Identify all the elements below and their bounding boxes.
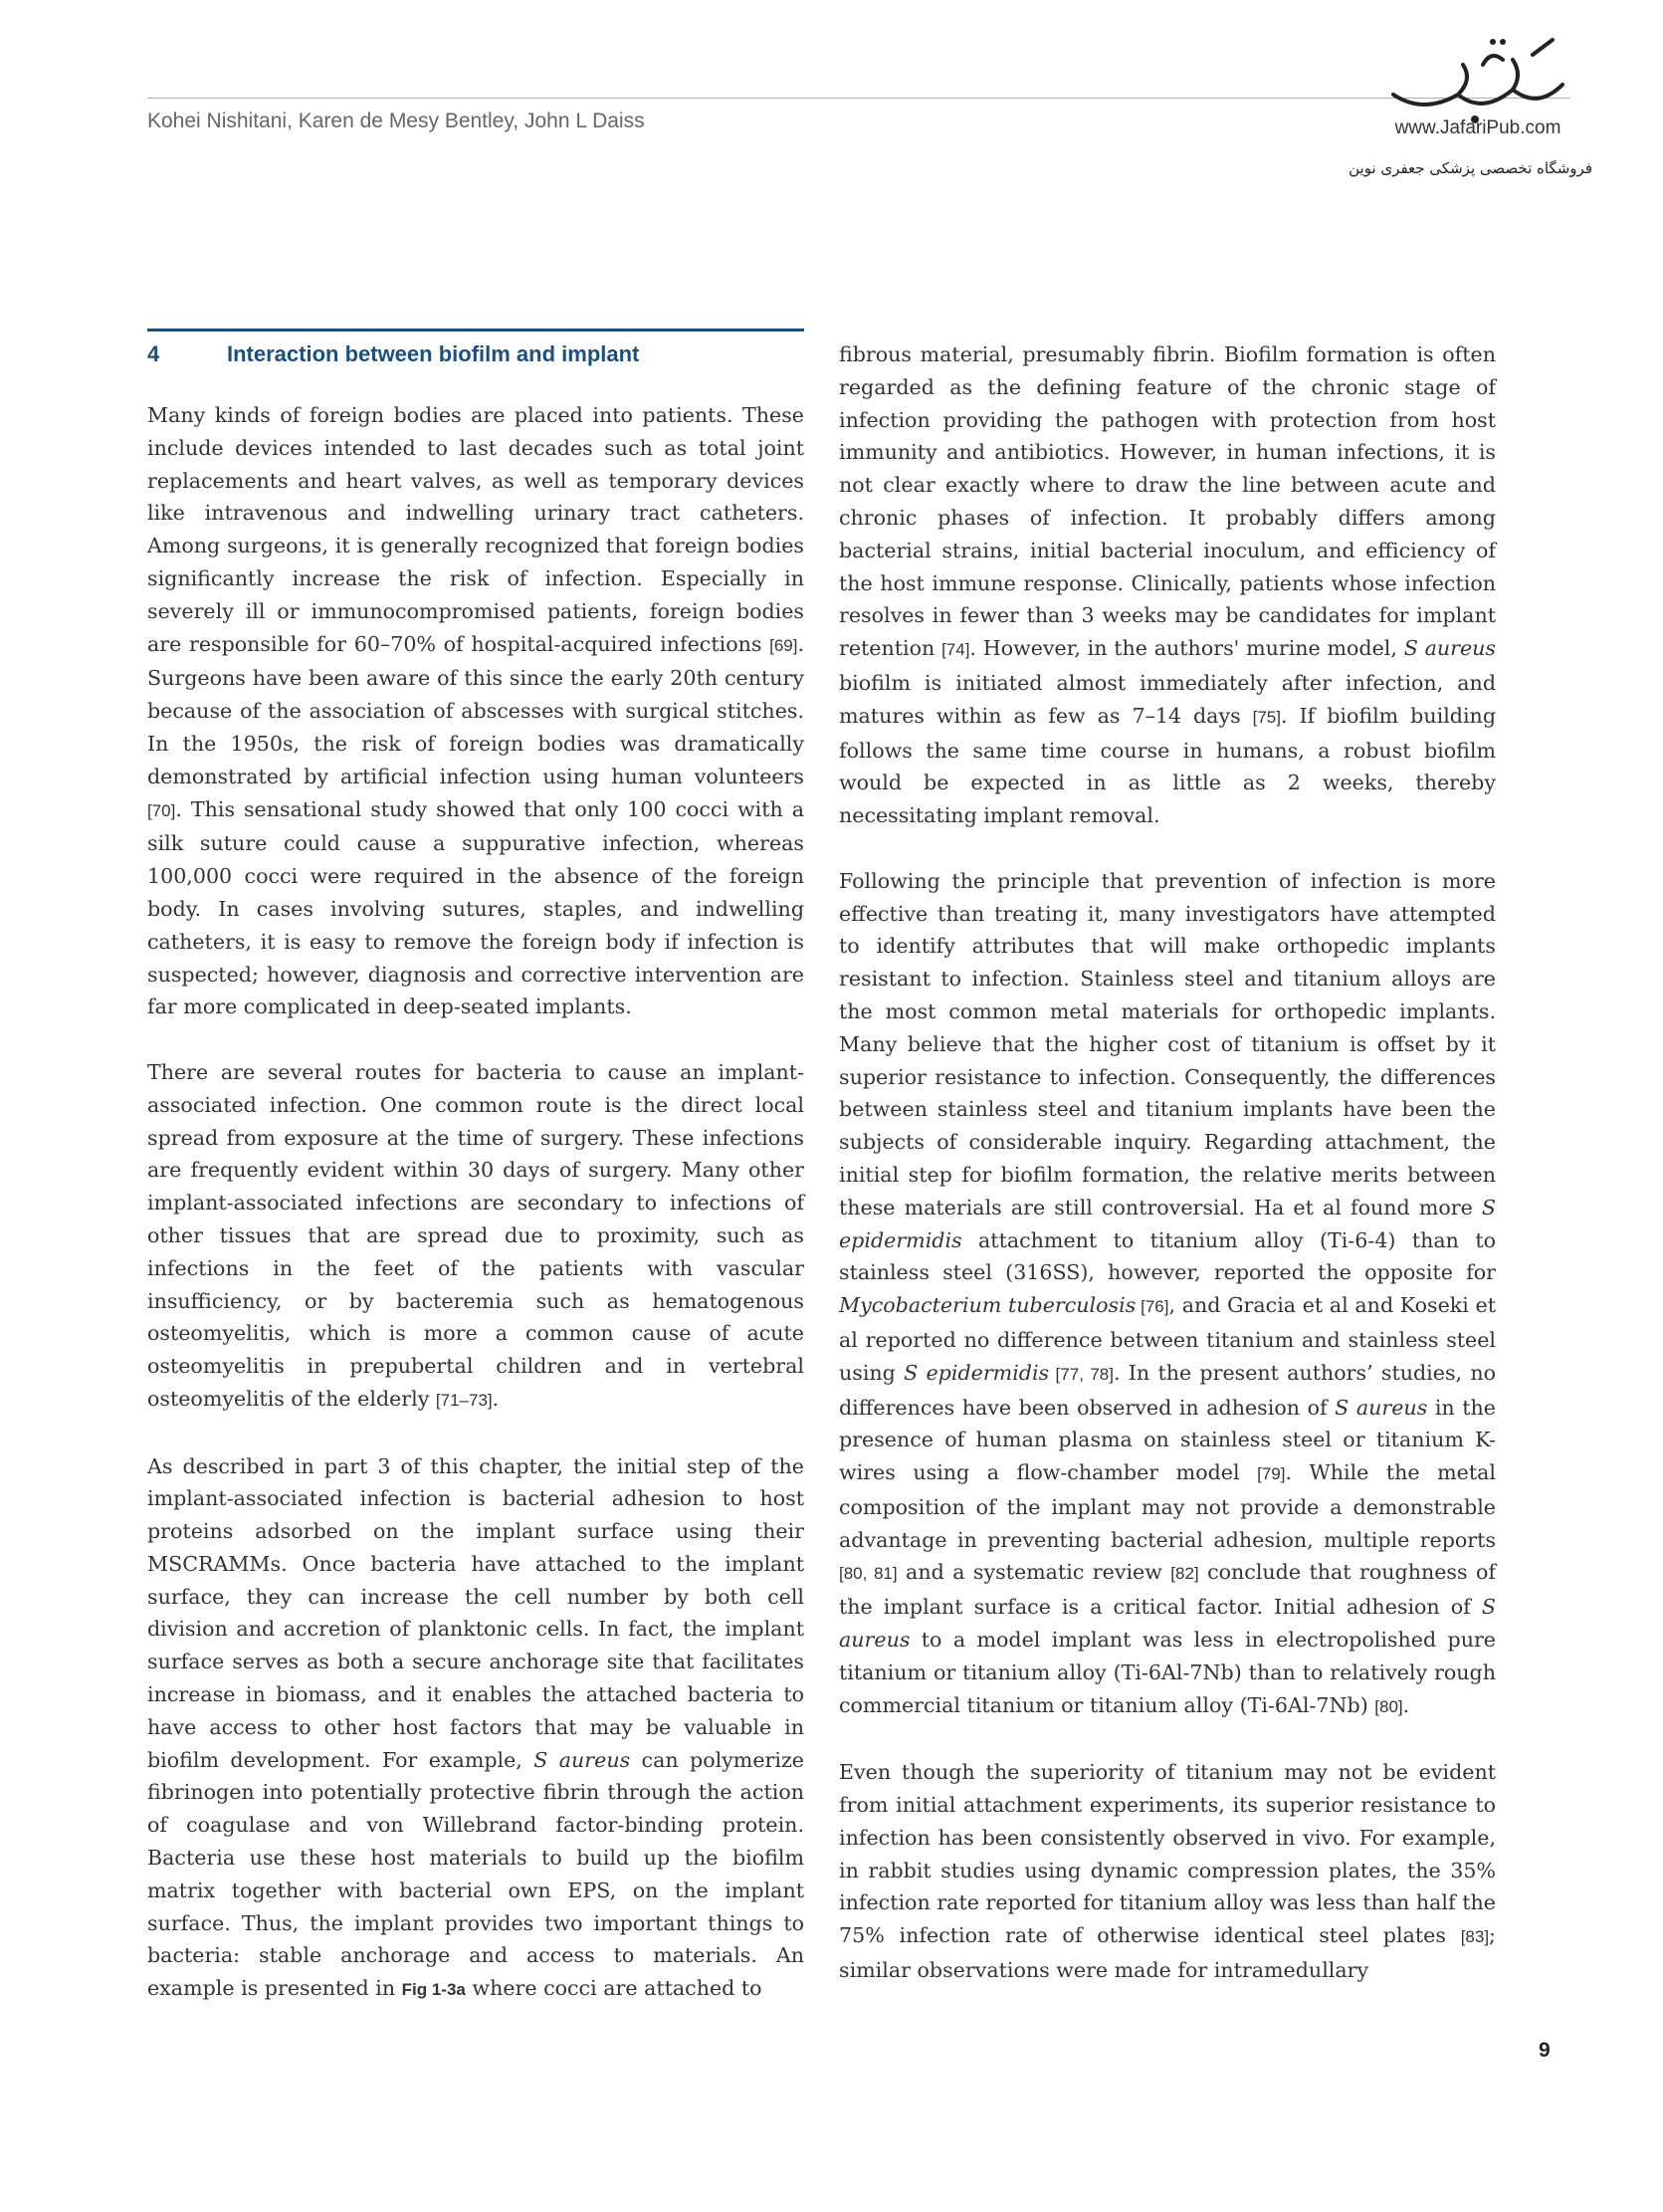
citation-link[interactable]: [69] <box>769 635 798 655</box>
paragraph: fibrous material, presumably fibrin. Biofilm formation is often regarded as the defining feature of the chronic stage of infection providing the pathogen with protection from host immunity and antibiotics. However, in human infections, it is not clear exactly where to draw the line between acute and chronic phases of infection. It probably differs among bacterial strains, initial bacterial inoculum, and efficiency of the host immune response. Clinically, patients whose infection resolves in fewer than 3 weeks may be candidates for implant retention [74]. However, in the authors' murine model, S aureus biofilm is initiated almost immediately after infection, and matures within as few as 7–14 days [75]. If biofilm building follows the same time course in humans, a robust biofilm would be expected in as little as 2 weeks, thereby necessitating implant removal. <box>839 342 1497 828</box>
left-column <box>147 329 804 2040</box>
paragraph: There are several routes for bacteria to cause an implant-associated infection. One common route is the direct local spread from exposure at the time of surgery. These infections are frequently evident within 30 days of surgery. Many other implant-associated infections are secondary to infections of other tissues that are spread due to proximity, such as infections in the feet of the patients with vascular insufficiency, or by bacteremia such as hematogenous osteomyelitis, which is more a common cause of acute osteomyelitis in prepubertal children and in vertebral osteomyelitis of the elderly [71–73]. <box>147 1059 804 1411</box>
citation-link[interactable]: [80, 81] <box>839 1564 898 1584</box>
citation-link[interactable]: [83] <box>1460 1927 1490 1947</box>
citation-link[interactable]: [77, 78] <box>1049 1364 1114 1384</box>
species-name: S aureus <box>1335 1395 1428 1420</box>
species-name: S epidermidis <box>904 1360 1050 1385</box>
citation-link[interactable]: [79] <box>1257 1464 1286 1484</box>
header-rule <box>147 98 1570 99</box>
section-title: Interaction between biofilm and implant <box>227 341 640 366</box>
figure-reference[interactable]: Fig 1-3a <box>401 1980 466 2000</box>
paragraph: Even though the superiority of titanium may not be evident from initial attachment experiments, its superior resistance to infection has been consistently observed in vivo. For example, in rabbit studies using dynamic compression plates, the 35% infection rate reported for titanium alloy was less than half the 75% infection rate of otherwise identical steel plates [83]; similar observations were made for intramedullary <box>839 1760 1496 1983</box>
species-name: S aureus <box>1403 636 1497 661</box>
citation-link[interactable]: [71–73] <box>435 1390 493 1410</box>
citation-link[interactable]: [75] <box>1252 707 1281 727</box>
species-name: S aureus <box>533 1747 631 1772</box>
section-number: 4 <box>147 341 160 366</box>
citation-link[interactable]: [74] <box>941 640 970 660</box>
species-name: Mycobacterium tuberculosis <box>839 1293 1137 1318</box>
citation-link[interactable]: [70] <box>147 800 176 820</box>
logo-subtitle: فروشگاه تخصصی پزشکی جعفری نوین <box>1349 159 1592 177</box>
section-heading <box>147 329 804 369</box>
right-column <box>839 338 1496 2020</box>
paragraph: Many kinds of foreign bodies are placed into patients. These include devices intended to last decades such as total joint replacements and heart valves, as well as temporary devices like intravenous and indwelling urinary tract catheters. Among surgeons, it is generally recognized that foreign bodies significantly increase the risk of infection. Especially in severely ill or immunocompromised patients, foreign bodies are responsible for 60–70% of hospital-acquired infections [69]. Surgeons have been aware of this since the early 20th century because of the association of abscesses with surgical stitches. In the 1950s, the risk of foreign bodies was dramatically demonstrated by artificial infection using human volunteers [70]. This sensational study showed that only 100 cocci with a silk suture could cause a suppurative infection, whereas 100,000 cocci were required in the absence of the foreign body. In cases involving sutures, staples, and indwelling catheters, it is easy to remove the foreign body if infection is suspected; however, diagnosis and corrective intervention are far more complicated in deep-seated implants. <box>147 403 804 1019</box>
page-number: 9 <box>1539 2039 1551 2062</box>
paragraph: As described in part 3 of this chapter, the initial step of the implant-associated infection is bacterial adhesion to host proteins adsorbed on the implant surface using their MSCRAMMs. Once bacteria have attached to the implant surface, they can increase the cell number by both cell division and accretion of planktonic cells. In fact, the implant surface serves as both a secure anchorage site that facilitates increase in biomass, and it enables the attached bacteria to have access to other host factors that may be valuable in biofilm development. For example, S aureus can polymerize fibrinogen into potentially protective fibrin through the action of coagulase and von Willebrand factor-binding protein. Bacteria use these host materials to build up the biofilm matrix together with bacterial own EPS, on the implant surface. Thus, the implant provides two important things to bacteria: stable anchorage and access to materials. An example is presented in Fig 1-3a where cocci are attached to <box>147 1453 804 2001</box>
running-header-authors: Kohei Nishitani, Karen de Mesy Bentley, John L Daiss <box>147 110 645 132</box>
citation-link[interactable]: [82] <box>1170 1564 1199 1584</box>
paragraph: Following the principle that prevention of infection is more effective than treating it, many investigators have attempted to identify attributes that will make orthopedic implants resistant to infection. Stainless steel and titanium alloys are the most common metal materials for orthopedic implants. Many believe that the higher cost of titanium is offset by it superior resistance to infection. Consequently, the differences between stainless steel and titanium implants have been the subjects of considerable inquiry. Regarding attachment, the initial step for biofilm formation, the relative merits between these materials are still controversial. Ha et al found more S epidermidis attachment to titanium alloy (Ti-6-4) than to stainless steel (316SS), however, reported the opposite for Mycobacterium tuberculosis [76], and Gracia et al and Koseki et al reported no difference between titanium and stainless steel using S epidermidis [77, 78]. In the present authors’ studies, no differences have been observed in adhesion of S aureus in the presence of human plasma on stainless steel or titanium K-wires using a flow-chamber model [79]. While the metal composition of the implant may not provide a demonstrable advantage in preventing bacterial adhesion, multiple reports [80, 81] and a systematic review [82] conclude that roughness of the implant surface is a critical factor. Initial adhesion of S aureus to a model implant was less in electropolished pure titanium or titanium alloy (Ti-6Al-7Nb) than to relatively rough commercial titanium or titanium alloy (Ti-6Al-7Nb) [80]. <box>839 868 1496 1717</box>
species-name: S aureus <box>839 1595 1496 1653</box>
citation-link[interactable]: [76] <box>1136 1297 1169 1317</box>
species-name: S epidermidis <box>839 1195 1496 1252</box>
logo-url: www.JafariPub.com <box>1394 117 1561 138</box>
citation-link[interactable]: [80] <box>1374 1696 1403 1716</box>
